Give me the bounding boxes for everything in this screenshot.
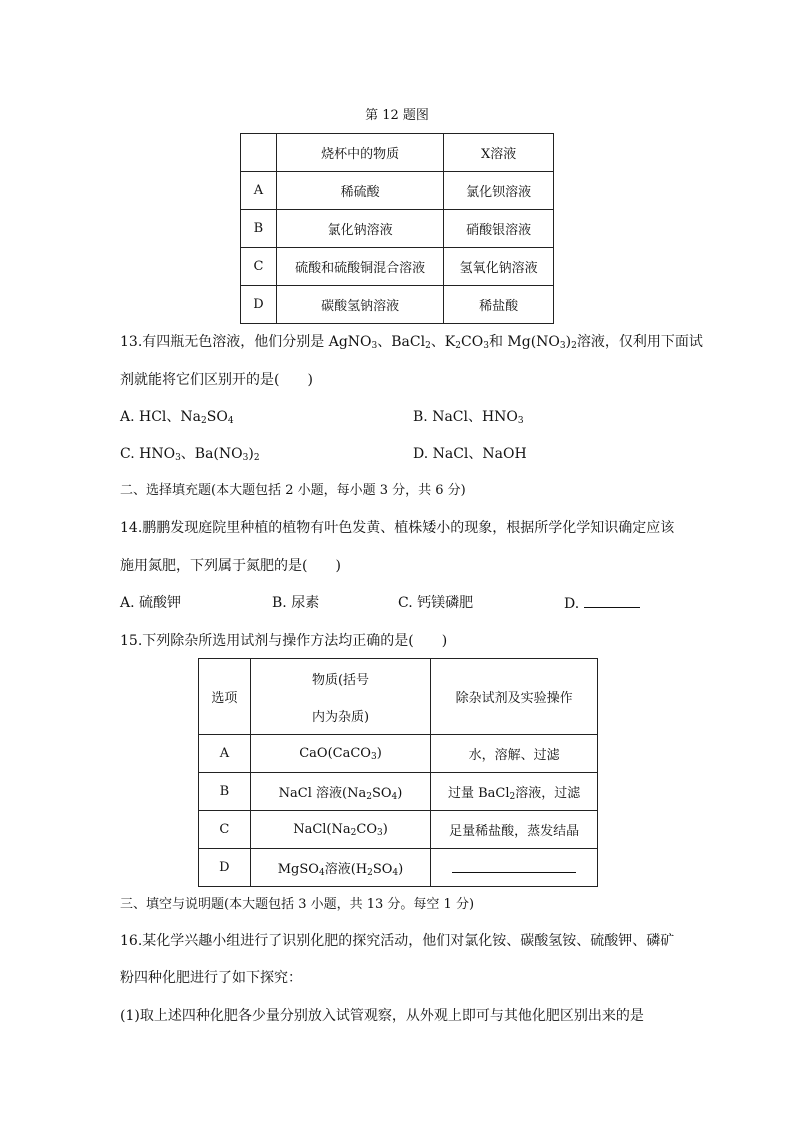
question-13-line1: 13.有四瓶无色溶液，他们分别是 AgNO$_3$、BaCl$_2$、$K_2CO_3$和 $Mg(NO_3)_2$溶液，仅利用下面试 — [120, 334, 703, 351]
table-cell: 足量稀盐酸，蒸发结晶 — [431, 811, 598, 849]
table-cell: 稀硫酸 — [276, 172, 443, 210]
table-cell: 硝酸银溶液 — [444, 210, 554, 248]
table-cell: B — [199, 773, 251, 811]
table-cell: MgSO$_4$溶液$(H_2SO_4)$ — [250, 849, 430, 887]
table-row — [241, 172, 554, 210]
answer-blank[interactable] — [584, 593, 640, 608]
option-a: A. HCl、$Na_2SO_4$ — [120, 409, 234, 426]
option-b: B. 尿素 — [272, 595, 320, 611]
table-cell: CaO(CaCO$_3$) — [250, 735, 430, 773]
reaction-table — [240, 133, 554, 324]
table-cell: 选项 — [199, 659, 251, 735]
section-heading-3: 三、填空与说明题(本大题包括 3 小题，共 13 分。每空 1 分) — [120, 897, 475, 912]
question-16-line3: (1)取上述四种化肥各少量分别放入试管观察，从外观上即可与其他化肥区别出来的是 — [120, 1008, 644, 1024]
question-14-line1: 14.鹏鹏发现庭院里种植的植物有叶色发黄、植株矮小的现象，根据所学化学知识确定应该 — [120, 520, 675, 536]
question-14-line2: 施用氮肥，下列属于氮肥的是( ) — [120, 558, 341, 574]
table-cell: 碳酸氢钠溶液 — [276, 286, 443, 324]
question-16-line1: 16.某化学兴趣小组进行了识别化肥的探究活动，他们对氯化铵、碳酸氢铵、硫酸钾、磷矿 — [120, 933, 675, 949]
table-row — [241, 248, 554, 286]
table-cell: 氢氧化钠溶液 — [444, 248, 554, 286]
table-cell: 烧杯中的物质 — [276, 134, 443, 172]
figure-caption: 第 12 题图 — [365, 108, 429, 123]
option-c: C. $HNO_3$、$Ba(NO_3)_2$ — [120, 446, 260, 463]
option-d: D. — [564, 593, 640, 614]
table-row — [241, 286, 554, 324]
table-row — [199, 849, 598, 887]
table-cell: 硫酸和硫酸铜混合溶液 — [276, 248, 443, 286]
table-cell: D — [199, 849, 251, 887]
table-cell: NaCl 溶液$(Na_2SO_4)$ — [250, 773, 430, 811]
table-cell: 氯化钡溶液 — [444, 172, 554, 210]
section-heading-2: 二、选择填充题(本大题包括 2 小题，每小题 3 分，共 6 分) — [120, 483, 466, 498]
table-row — [199, 811, 598, 849]
question-16-line2: 粉四种化肥进行了如下探究： — [120, 970, 302, 986]
table-cell: A — [241, 172, 277, 210]
table-cell: C — [241, 248, 277, 286]
question-15-line1: 15.下列除杂所选用试剂与操作方法均正确的是( ) — [120, 633, 448, 649]
table-header-row — [199, 659, 598, 735]
table-header-row — [241, 134, 554, 172]
table-cell: B — [241, 210, 277, 248]
option-a: A. 硫酸钾 — [120, 595, 182, 611]
table-row — [241, 210, 554, 248]
option-d: D. NaCl、NaOH — [413, 446, 527, 462]
option-b: B. NaCl、$HNO_3$ — [413, 409, 524, 426]
table-cell: C — [199, 811, 251, 849]
table-cell — [431, 849, 598, 887]
table-cell: 过量 BaCl$_2$溶液，过滤 — [431, 773, 598, 811]
table-row — [199, 735, 598, 773]
option-c: C. 钙镁磷肥 — [398, 595, 474, 611]
question-13-line2: 剂就能将它们区别开的是( ) — [120, 372, 313, 388]
table-cell: X溶液 — [444, 134, 554, 172]
table-cell: 物质(括号 内为杂质) — [250, 659, 430, 735]
table-cell: 稀盐酸 — [444, 286, 554, 324]
table-cell: 氯化钠溶液 — [276, 210, 443, 248]
table-cell: D — [241, 286, 277, 324]
table-row — [199, 773, 598, 811]
table-cell: $NaCl(Na_2CO_3)$ — [250, 811, 430, 849]
answer-blank[interactable] — [452, 858, 576, 873]
table-cell: 除杂试剂及实验操作 — [431, 659, 598, 735]
table-cell — [241, 134, 277, 172]
table-cell: A — [199, 735, 251, 773]
purification-table — [198, 658, 598, 887]
table-cell: 水，溶解、过滤 — [431, 735, 598, 773]
